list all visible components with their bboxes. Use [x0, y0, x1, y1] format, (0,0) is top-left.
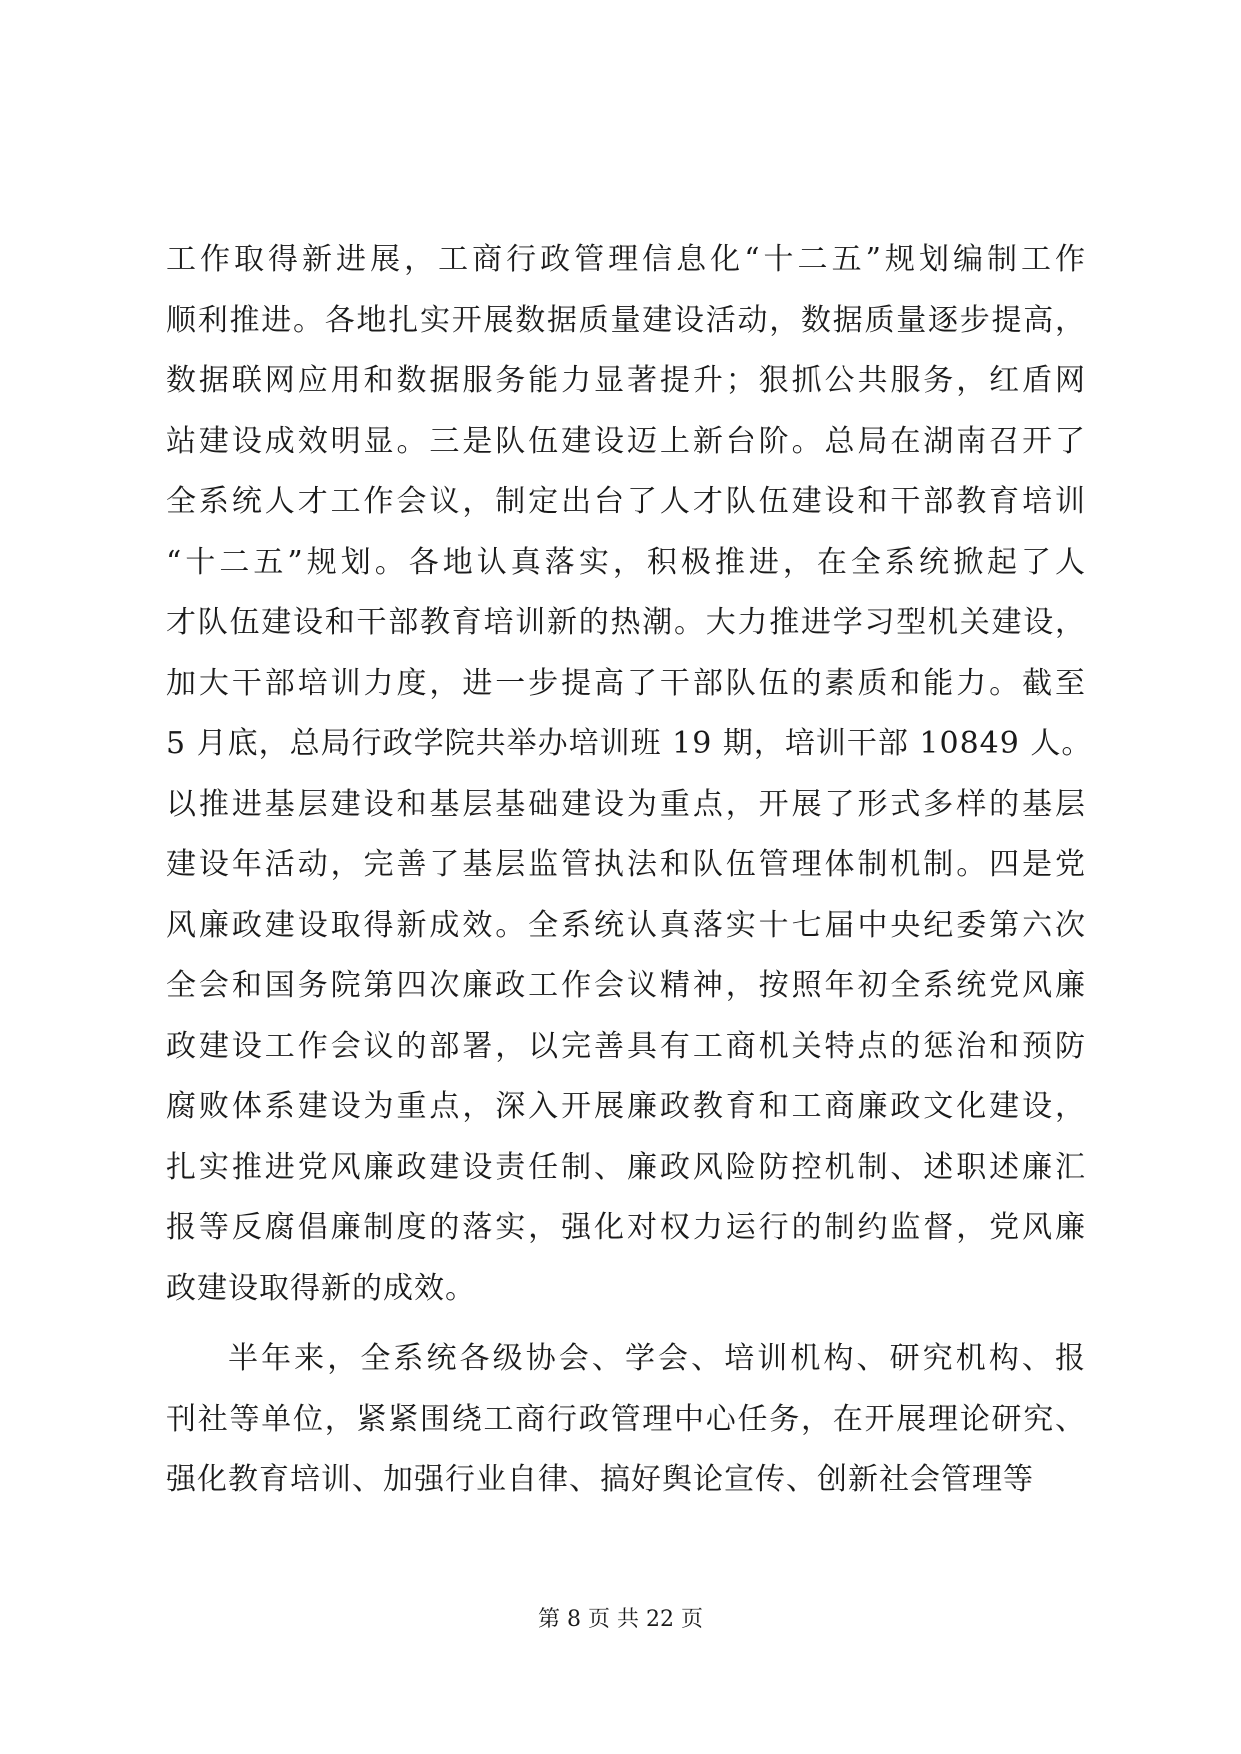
text-line: 腐败体系建设为重点，深入开展廉政教育和工商廉政文化建设， [166, 1089, 1086, 1124]
text-line: 报等反腐倡廉制度的落实，强化对权力运行的制约监督，党风廉 [166, 1210, 1086, 1245]
text-line: 全会和国务院第四次廉政工作会议精神，按照年初全系统党风廉 [166, 968, 1086, 1003]
paragraph-spacer [166, 1319, 1086, 1329]
text-line: 建设年活动，完善了基层监管执法和队伍管理体制机制。四是党 [166, 847, 1086, 882]
document-body [166, 230, 1093, 1511]
text-line: 数据联网应用和数据服务能力显著提升；狠抓公共服务，红盾网 [166, 363, 1086, 398]
text-line: 加大干部培训力度，进一步提高了干部队伍的素质和能力。截至 [166, 665, 1086, 701]
text-line: 半年来，全系统各级协会、学会、培训机构、研究机构、报 [228, 1341, 1086, 1376]
text-line: 以推进基层建设和基层基础建设为重点，开展了形式多样的基层 [166, 786, 1086, 822]
text-line: 站建设成效明显。三是队伍建设迈上新台阶。总局在湖南召开了 [166, 423, 1086, 459]
text-line: 扎实推进党风廉政建设责任制、廉政风险防控机制、述职述廉汇 [166, 1149, 1086, 1185]
paragraph [166, 230, 1093, 1319]
text-line: 刊社等单位，紧紧围绕工商行政管理中心任务，在开展理论研究、 [166, 1401, 1086, 1437]
text-line: “十二五”规划。各地认真落实，积极推进，在全系统掀起了人 [166, 544, 1086, 580]
text-line: 风廉政建设取得新成效。全系统认真落实十七届中央纪委第六次 [166, 907, 1086, 943]
text-line: 强化教育培训、加强行业自律、搞好舆论宣传、创新社会管理等 [166, 1462, 1034, 1497]
text-line: 5 月底，总局行政学院共举办培训班 19 期，培训干部 10849 人。 [166, 726, 1093, 761]
text-line: 政建设工作会议的部署，以完善具有工商机关特点的惩治和预防 [166, 1028, 1086, 1064]
text-line: 顺利推进。各地扎实开展数据质量建设活动，数据质量逐步提高， [166, 302, 1086, 338]
text-line: 工作取得新进展，工商行政管理信息化“十二五”规划编制工作 [166, 242, 1086, 277]
text-line: 政建设取得新的成效。 [166, 1270, 476, 1306]
text-line: 全系统人才工作会议，制定出台了人才队伍建设和干部教育培训 [166, 484, 1086, 519]
paragraph [166, 1329, 1086, 1511]
page-number-footer: 第 8 页 共 22 页 [538, 1607, 703, 1632]
text-line: 才队伍建设和干部教育培训新的热潮。大力推进学习型机关建设， [166, 605, 1086, 640]
